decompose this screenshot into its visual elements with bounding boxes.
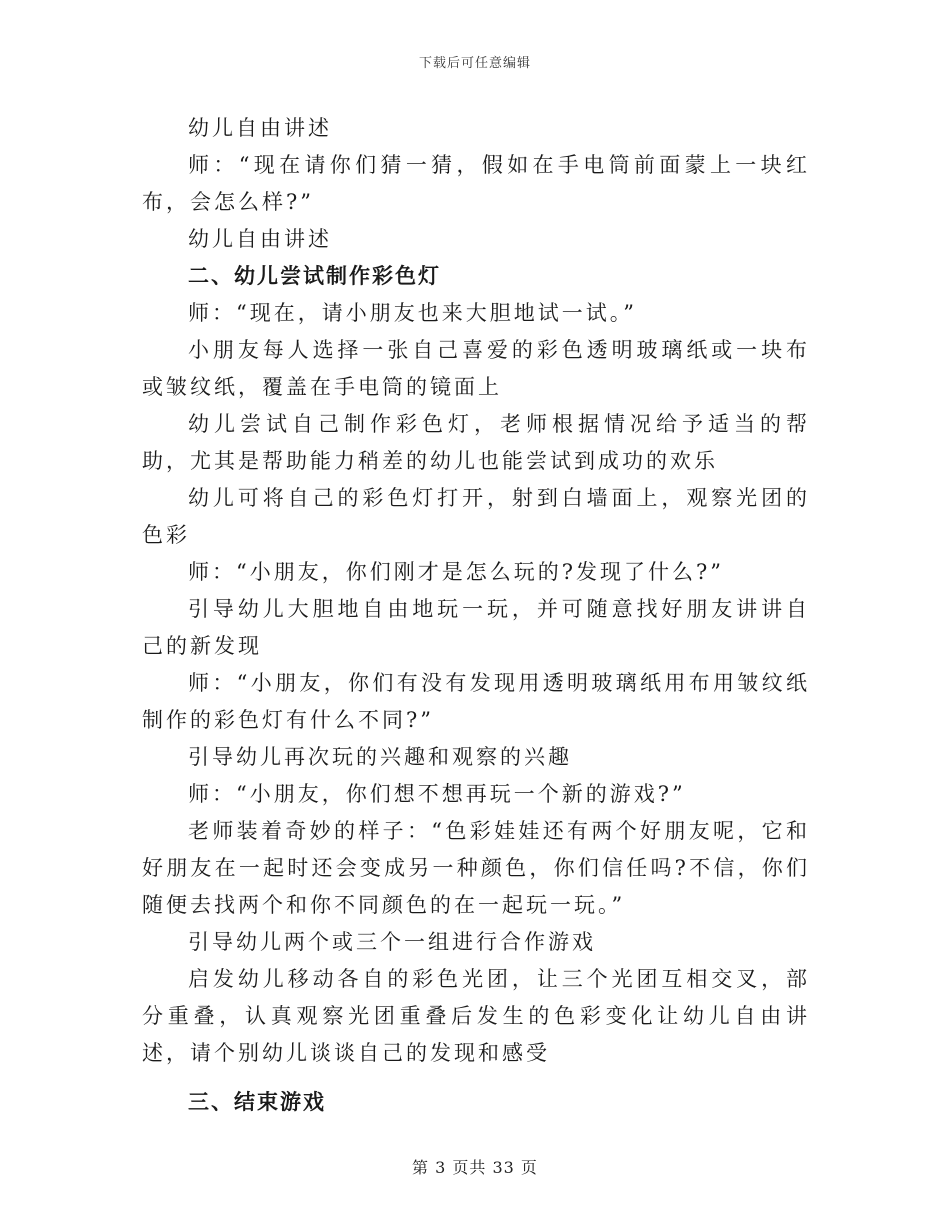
paragraph: 幼儿自由讲述: [188, 227, 332, 251]
paragraph: 引导幼儿再次玩的兴趣和观察的兴趣: [188, 745, 572, 769]
paragraph: 幼儿尝试自己制作彩色灯，老师根据情况给予适当的帮助，尤其是帮助能力稍差的幼儿也能尝试到成功的欢乐: [142, 412, 810, 473]
section-heading: 二、幼儿尝试制作彩色灯: [188, 264, 441, 288]
page-footer: 第 3 页共 33 页: [412, 1158, 538, 1177]
paragraph: 师：“现在，请小朋友也来大胆地试一试。”: [188, 301, 637, 325]
paragraph: 师：“现在请你们猜一猜，假如在手电筒前面蒙上一块红布，会怎么样?”: [142, 153, 810, 214]
paragraph: 小朋友每人选择一张自己喜爱的彩色透明玻璃纸或一块布或皱纹纸，覆盖在手电筒的镜面上: [142, 338, 810, 399]
paragraph: 幼儿自由讲述: [188, 116, 332, 140]
page-header: 下载后可任意编辑: [418, 56, 531, 71]
section-heading: 三、结束游戏: [188, 1090, 326, 1114]
paragraph: 老师装着奇妙的样子：“色彩娃娃还有两个好朋友呢，它和好朋友在一起时还会变成另一种颜色，你们信任吗?不信，你们随便去找两个和你不同颜色的在一起玩一玩。”: [142, 819, 810, 917]
paragraph: 幼儿可将自己的彩色灯打开，射到白墙面上，观察光团的色彩: [142, 486, 810, 547]
paragraph: 师：“小朋友，你们刚才是怎么玩的?发现了什么?”: [188, 560, 724, 584]
paragraph: 师：“小朋友，你们想不想再玩一个新的游戏?”: [188, 782, 686, 806]
paragraph: 启发幼儿移动各自的彩色光团，让三个光团互相交叉，部分重叠，认真观察光团重叠后发生的色彩变化让幼儿自由讲述，请个别幼儿谈谈自己的发现和感受: [142, 967, 810, 1065]
paragraph: 师：“小朋友，你们有没有发现用透明玻璃纸用布用皱纹纸制作的彩色灯有什么不同?”: [142, 671, 810, 732]
paragraph: 引导幼儿两个或三个一组进行合作游戏: [188, 930, 596, 954]
document-body: [142, 110, 810, 1121]
paragraph: 引导幼儿大胆地自由地玩一玩，并可随意找好朋友讲讲自己的新发现: [142, 597, 810, 658]
